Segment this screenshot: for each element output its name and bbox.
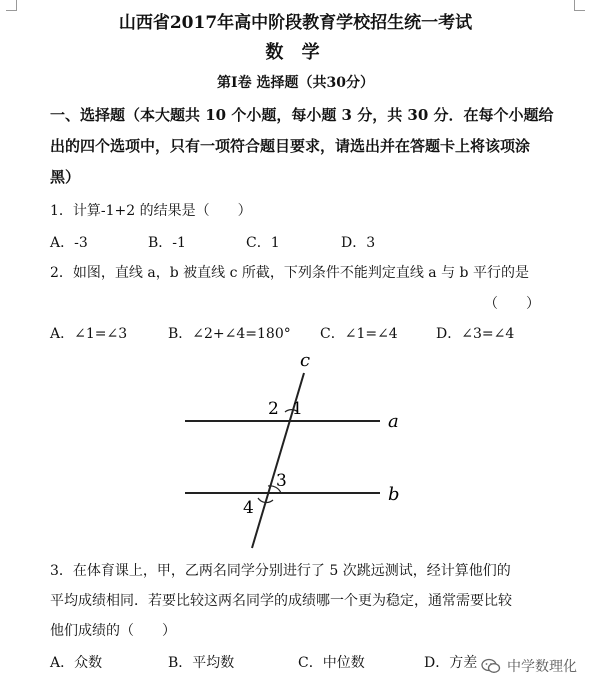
angle-label-4: 4 [243, 498, 254, 518]
part-heading-line-2: 出的四个选项中，只有一项符合题目要求，请选出并在答题卡上将该项涂 [50, 137, 531, 155]
label-b: b [388, 484, 400, 505]
angle-label-2: 2 [268, 399, 279, 419]
section-title: 第Ⅰ卷 选择题（共30分） [217, 75, 374, 91]
watermark-text: 中学数理化 [507, 659, 577, 675]
question-3-option-d: D．方差 [424, 655, 478, 671]
question-2-option-c: C．∠1=∠4 [320, 326, 398, 342]
question-1-option-b: B．-1 [148, 235, 186, 251]
question-3-option-c: C．中位数 [298, 655, 365, 671]
question-2-stem: 2．如图，直线 a，b 被直线 c 所截，下列条件不能判定直线 a 与 b 平行的是 [50, 265, 529, 281]
question-1-option-a: A．-3 [50, 235, 88, 251]
question-3-option-a: A．众数 [50, 655, 103, 671]
question-1-option-c: C．1 [246, 235, 280, 251]
part-heading-line-1: 一、选择题（本大题共 10 个小题，每小题 3 分，共 30 分．在每个小题给 [50, 106, 554, 124]
question-3-line-2: 平均成绩相同．若要比较这两名同学的成绩哪一个更为稳定，通常需要比较 [50, 593, 512, 609]
label-c: c [300, 350, 311, 371]
question-2-option-a: A．∠1=∠3 [50, 326, 128, 342]
question-3-line-3: 他们成绩的（ ） [50, 623, 176, 639]
question-2-answer-bracket: （ ） [484, 296, 540, 312]
angle-label-1: 1 [292, 399, 303, 419]
question-2-option-d: D．∠3=∠4 [436, 326, 515, 342]
question-1-option-d: D．3 [341, 235, 376, 251]
part-heading-line-3: 黑） [50, 168, 81, 186]
wechat-icon [481, 658, 501, 674]
angle-label-3: 3 [276, 471, 287, 491]
question-3-line-1: 3．在体育课上，甲，乙两名同学分别进行了 5 次跳远测试，经计算他们的 [50, 563, 511, 579]
label-a: a [388, 411, 399, 432]
watermark [481, 656, 577, 676]
question-3-option-b: B．平均数 [168, 655, 235, 671]
exam-title: 山西省2017年高中阶段教育学校招生统一考试 [118, 13, 473, 33]
question-1-stem: 1．计算-1+2 的结果是（ ） [50, 203, 252, 219]
subject-title: 数 学 [265, 42, 326, 63]
question-2-option-b: B．∠2+∠4=180° [168, 326, 291, 342]
